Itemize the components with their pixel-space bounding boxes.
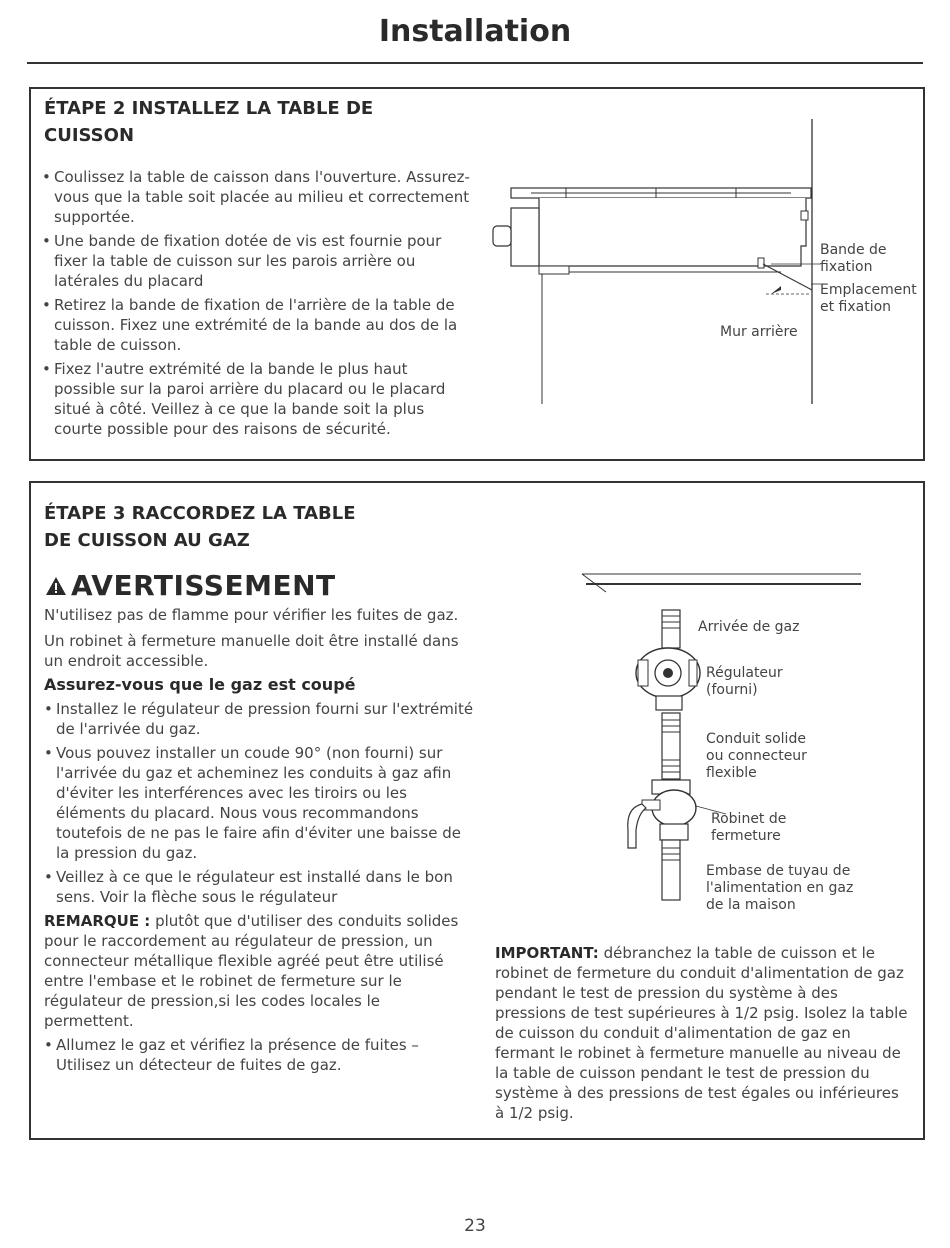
label-robinet-fermeture: Robinet de fermeture <box>711 811 787 844</box>
step2-section <box>29 87 925 461</box>
warning-triangle-icon <box>45 576 67 596</box>
important-note <box>495 943 910 1123</box>
list-item: • Allumez le gaz et vérifiez la présence de fuites – Utilisez un détecteur de fuites de gaz. <box>44 1035 474 1075</box>
list-item: • Coulissez la table de caisson dans l'ouverture. Assurez-vous que la table soit placée au milieu et correctement supportée. <box>42 167 472 227</box>
label-emplacement-fixation: Emplacement et fixation <box>820 282 917 315</box>
label-conduit-solide: Conduit solide ou connecteur flexible <box>706 731 807 781</box>
step2-instructions <box>42 167 472 443</box>
important-label: IMPORTANT: <box>495 944 599 962</box>
step3-final-bullet <box>44 1035 474 1075</box>
step2-heading-line2: CUISSON <box>44 125 135 146</box>
step2-heading-line1: ÉTAPE 2 INSTALLEZ LA TABLE DE <box>44 98 374 119</box>
remarque-note <box>44 911 474 1031</box>
step3-instructions <box>44 605 474 1079</box>
label-embase-tuyau: Embase de tuyau de l'alimentation en gaz de la maison <box>706 863 854 913</box>
step3-heading-line1: ÉTAPE 3 RACCORDEZ LA TABLE <box>44 503 356 524</box>
step3-section <box>29 481 925 1140</box>
list-item: • Retirez la bande de fixation de l'arrière de la table de cuisson. Fixez une extrémité de la bande au dos de la table de cuisson. <box>42 295 472 355</box>
step3-heading <box>44 500 356 554</box>
remarque-text: plutôt que d'utiliser des conduits solides pour le raccordement au régulateur de pression, un connecteur métallique flexible agréé peut être utilisé entre l'embase et le robinet de fermeture sur le régulateur de pression,si les codes locales le permettent. <box>44 912 459 1030</box>
label-bande-fixation: Bande de fixation <box>820 242 887 275</box>
list-item: • Vous pouvez installer un coude 90° (non fourni) sur l'arrivée du gaz et acheminez les conduits à gaz afin d'éviter les interférences avec les tiroirs ou les éléments du placard. Nous vous recommandons toutefois de ne pas le faire afin d'éviter une baisse de la pression du gaz. <box>44 743 474 863</box>
step3-subheading: Assurez-vous que le gaz est coupé <box>44 675 356 694</box>
list-item: • Veillez à ce que le régulateur est installé dans le bon sens. Voir la flèche sous le régulateur <box>44 867 474 907</box>
step3-heading-line2: DE CUISSON AU GAZ <box>44 530 250 551</box>
warning-title: AVERTISSEMENT <box>71 569 336 602</box>
label-mur-arriere: Mur arrière <box>720 324 798 340</box>
list-item: • Fixez l'autre extrémité de la bande le plus haut possible sur la paroi arrière du placard ou le placard situé à côté. Veillez à ce que la bande soit la plus courte possible pour des raisons de sécurité. <box>42 359 472 439</box>
list-item: • Installez le régulateur de pression fourni sur l'extrémité de l'arrivée du gaz. <box>44 699 474 739</box>
warning-title-row <box>45 569 336 602</box>
step2-bullet-list <box>42 167 472 439</box>
label-regulateur: Régulateur (fourni) <box>706 665 783 698</box>
warning-paragraph-1: N'utilisez pas de flamme pour vérifier les fuites de gaz. <box>44 606 459 624</box>
remarque-label: REMARQUE : <box>44 912 151 930</box>
label-arrivee-gaz: Arrivée de gaz <box>698 619 800 635</box>
title-rule <box>27 62 923 64</box>
step3-bullet-list <box>44 699 474 907</box>
page-number: 23 <box>464 1216 486 1236</box>
list-item: • Une bande de fixation dotée de vis est fournie pour fixer la table de cuisson sur les parois arrière ou latérales du placard <box>42 231 472 291</box>
important-text: débranchez la table de cuisson et le robinet de fermeture du conduit d'alimentation de gaz pendant le test de pression du système à des pressions de test supérieures à 1/2 psig. Isolez la table de cuisson du conduit d'alimentation de gaz en fermant le robinet à fermeture manuelle au niveau de la table de cuisson pendant le test de pression du système à des pressions de test égales ou inférieures à 1/2 psig. <box>495 944 908 1122</box>
step2-heading <box>44 95 373 149</box>
page-title: Installation <box>378 14 572 49</box>
warning-paragraph-2: Un robinet à fermeture manuelle doit être installé dans un endroit accessible. <box>44 632 459 670</box>
